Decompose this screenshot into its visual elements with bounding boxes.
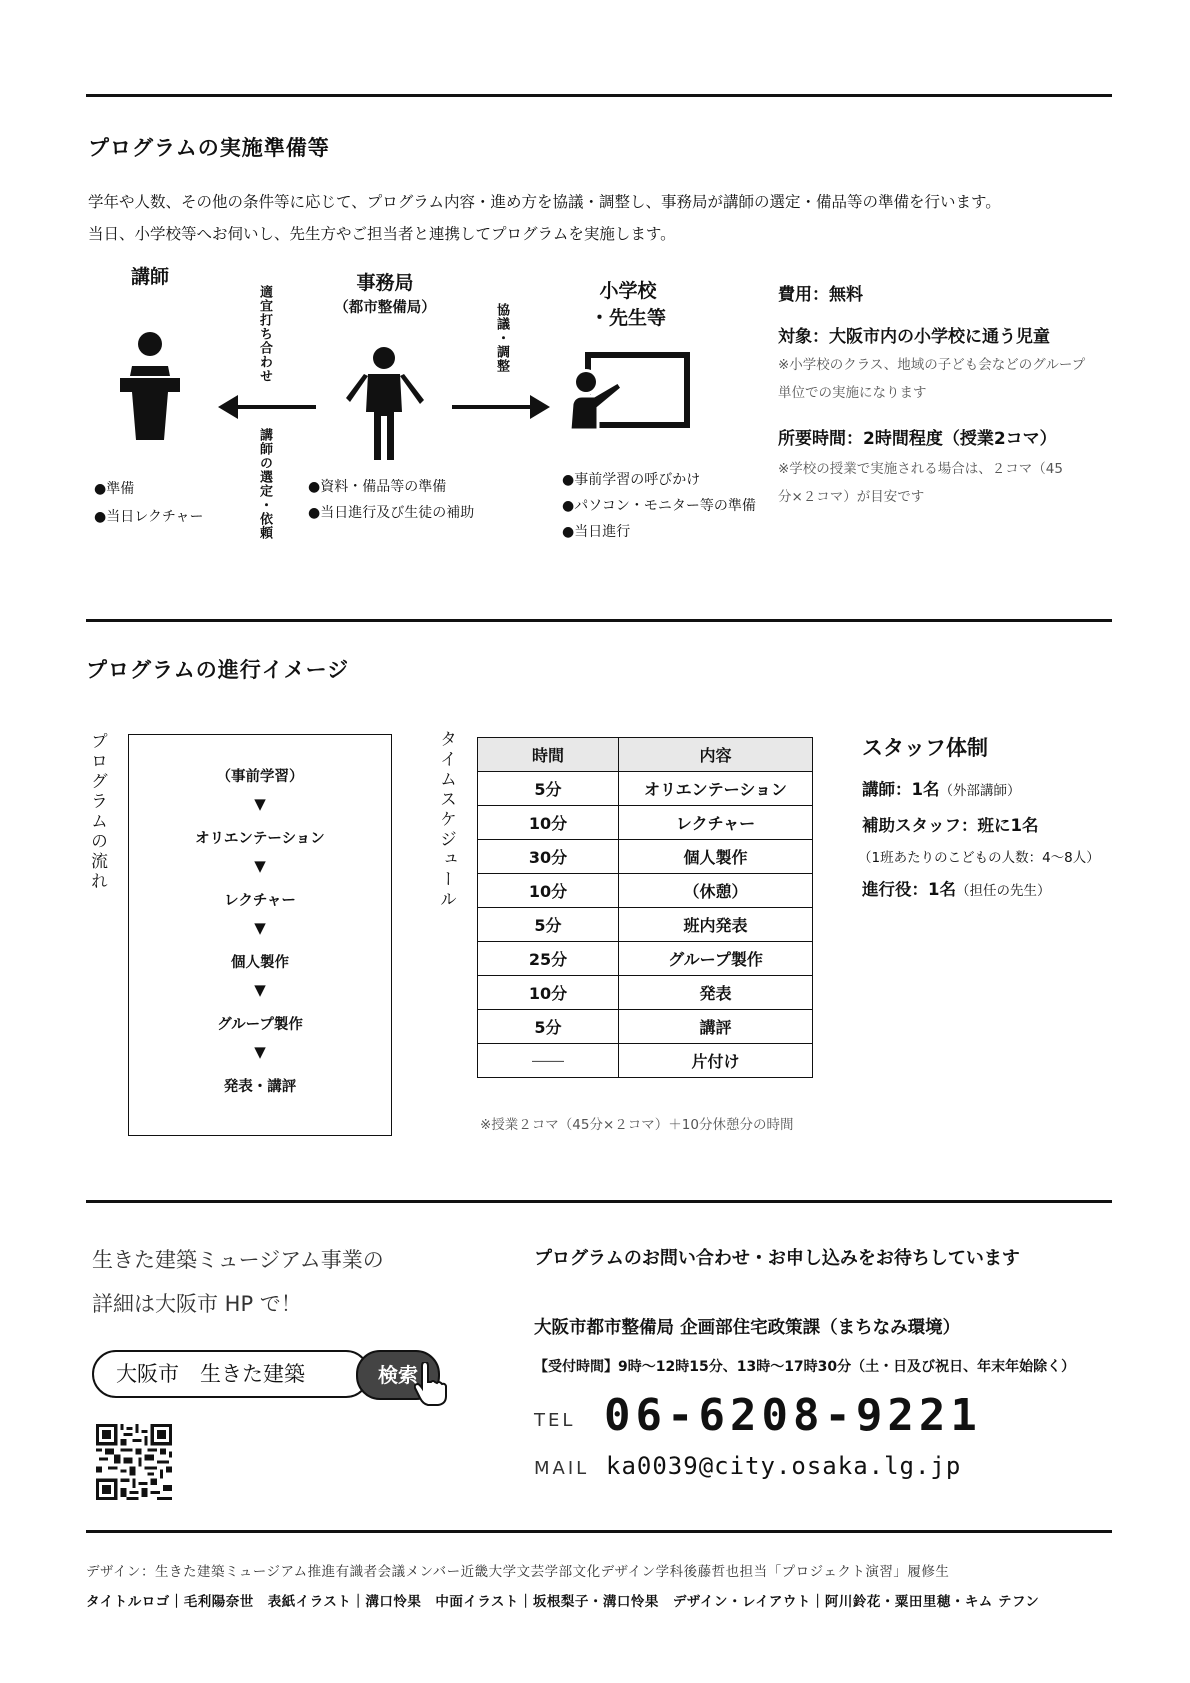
mail-address[interactable]: ka0039@city.osaka.lg.jp <box>606 1452 962 1480</box>
search-button[interactable]: 検索 <box>356 1350 440 1400</box>
qr-code-icon <box>96 1424 172 1500</box>
table-row <box>478 772 813 806</box>
schedule-time: 10分 <box>478 874 619 908</box>
lecturer-title: 講師 <box>130 266 169 288</box>
schedule-header-time: 時間 <box>478 738 619 772</box>
top-rule <box>86 94 1112 97</box>
hp-line-2: 詳細は大阪市 HP で！ <box>92 1292 302 1316</box>
mail-label: MAIL <box>534 1458 590 1479</box>
staff-facilitator-text: 進行役：1名 <box>862 880 956 899</box>
school-bullet-3: ●当日進行 <box>562 524 631 540</box>
staff-lecturer-text: 講師：1名 <box>862 780 940 799</box>
schedule-time: 25分 <box>478 942 619 976</box>
contact-department: 大阪市都市整備局 企画部住宅政策課（まちなみ環境） <box>534 1318 961 1338</box>
arrow-right-label: 協議・調整 <box>494 303 509 373</box>
section1-title: プログラムの実施準備等 <box>88 136 330 160</box>
staff-title: スタッフ体制 <box>862 736 988 760</box>
schedule-table <box>477 737 813 1078</box>
flow-item-pre-study: （事前学習） <box>216 769 304 785</box>
flow-item-group-work: グループ製作 <box>217 1017 303 1033</box>
schedule-content: 片付け <box>619 1044 813 1078</box>
tel-number[interactable]: 06-6208-9221 <box>604 1390 982 1441</box>
info-duration-note-2: 分×２コマ）が目安です <box>778 489 925 505</box>
staff-assistant-note: （1班あたりのこどもの人数：4～8人） <box>858 850 1100 866</box>
flow-arrow-icon: ▼ <box>254 981 266 999</box>
section3-rule <box>86 1200 1112 1203</box>
pointer-hand-icon <box>414 1362 448 1406</box>
info-duration: 所要時間：2時間程度（授業2コマ） <box>778 429 1057 449</box>
table-row <box>478 1010 813 1044</box>
office-bullet-2: ●当日進行及び生徒の補助 <box>308 505 475 521</box>
staff-assistant: 補助スタッフ：班に1名 <box>862 816 1039 835</box>
credits-line-1: デザイン：生きた建築ミュージアム推進有識者会議メンバー近畿大学文芸学部文化デザイン学科後藤哲也担当「プロジェクト演習」履修生 <box>86 1564 950 1580</box>
search-input[interactable]: 大阪市 生きた建築 <box>92 1350 370 1398</box>
flow-label: プログラムの流れ <box>87 732 107 892</box>
schedule-time: 30分 <box>478 840 619 874</box>
schedule-content: 発表 <box>619 976 813 1010</box>
school-teacher-board-icon <box>568 352 692 432</box>
office-subtitle: （都市整備局） <box>334 300 436 316</box>
flow-item-orientation: オリエンテーション <box>195 831 325 847</box>
section1-intro-1: 学年や人数、その他の条件等に応じて、プログラム内容・進め方を協議・調整し、事務局が講師の選定・備品等の準備を行います。 <box>88 193 1001 211</box>
table-row <box>478 874 813 908</box>
table-row <box>478 942 813 976</box>
info-target-note-1: ※小学校のクラス、地域の子ども会などのグループ <box>778 357 1086 373</box>
schedule-content: レクチャー <box>619 806 813 840</box>
info-duration-note-1: ※学校の授業で実施される場合は、２コマ（45 <box>778 461 1063 477</box>
arrow-left-top-label: 適宜打ち合わせ <box>257 285 272 383</box>
arrow-left-bottom-label: 講師の選定・依頼 <box>257 428 272 540</box>
info-cost: 費用：無料 <box>778 285 863 305</box>
credits-rule <box>86 1530 1112 1533</box>
flow-item-lecture: レクチャー <box>224 893 296 909</box>
flow-arrow-icon: ▼ <box>254 1043 266 1061</box>
office-title: 事務局 <box>356 272 414 294</box>
schedule-content: 班内発表 <box>619 908 813 942</box>
staff-facilitator-note: （担任の先生） <box>955 883 1051 899</box>
section1-intro-2: 当日、小学校等へお伺いし、先生方やご担当者と連携してプログラムを実施します。 <box>88 225 676 243</box>
office-person-icon <box>342 346 426 462</box>
school-bullet-1: ●事前学習の呼びかけ <box>562 472 701 488</box>
table-row <box>478 976 813 1010</box>
table-row <box>478 908 813 942</box>
contact-hours: 【受付時間】9時～12時15分、13時～17時30分（土・日及び祝日、年末年始除く） <box>534 1359 1076 1375</box>
info-target: 対象：大阪市内の小学校に通う児童 <box>778 327 1050 347</box>
schedule-time: ―― <box>478 1044 619 1078</box>
flow-box <box>128 734 392 1136</box>
tel-label: TEL <box>534 1410 576 1431</box>
arrow-right-icon <box>450 392 550 422</box>
flow-arrow-icon: ▼ <box>254 795 266 813</box>
schedule-content: 個人製作 <box>619 840 813 874</box>
schedule-time: 5分 <box>478 1010 619 1044</box>
schedule-header-row <box>478 738 813 772</box>
school-title-line2: ・先生等 <box>589 307 666 329</box>
flow-arrow-icon: ▼ <box>254 919 266 937</box>
schedule-header-content: 内容 <box>619 738 813 772</box>
lecturer-podium-icon <box>118 330 182 448</box>
hp-line-1: 生きた建築ミュージアム事業の <box>92 1248 384 1272</box>
table-row <box>478 1044 813 1078</box>
contact-heading: プログラムのお問い合わせ・お申し込みをお待ちしています <box>534 1248 1020 1269</box>
info-target-note-2: 単位での実施になります <box>778 385 927 401</box>
credits-line-2: タイトルロゴ｜毛利陽奈世 表紙イラスト｜溝口怜果 中面イラスト｜坂根梨子・溝口怜果 デザイン・レイアウト｜阿川鈴花・粟田里穂・キム テフン <box>86 1594 1040 1610</box>
section2-rule <box>86 619 1112 622</box>
lecturer-bullet-2: ●当日レクチャー <box>94 509 204 525</box>
flow-item-individual-work: 個人製作 <box>231 955 289 971</box>
staff-lecturer-note: （外部講師） <box>939 783 1021 799</box>
office-bullet-1: ●資料・備品等の準備 <box>308 479 447 495</box>
school-bullet-2: ●パソコン・モニター等の準備 <box>562 498 756 514</box>
lecturer-bullet-1: ●準備 <box>94 481 135 497</box>
flow-item-presentation: 発表・講評 <box>223 1079 297 1095</box>
school-title-line1: 小学校 <box>599 280 657 302</box>
staff-facilitator <box>862 876 1050 900</box>
table-row <box>478 806 813 840</box>
schedule-label: タイムスケジュール <box>436 730 456 910</box>
schedule-content: 講評 <box>619 1010 813 1044</box>
flow-arrow-icon: ▼ <box>254 857 266 875</box>
schedule-content: オリエンテーション <box>619 772 813 806</box>
schedule-time: 5分 <box>478 772 619 806</box>
schedule-time: 10分 <box>478 976 619 1010</box>
schedule-content: （休憩） <box>619 874 813 908</box>
schedule-note: ※授業２コマ（45分×２コマ）＋10分休憩分の時間 <box>480 1117 794 1133</box>
schedule-time: 10分 <box>478 806 619 840</box>
section2-title: プログラムの進行イメージ <box>86 658 350 682</box>
arrow-left-icon <box>218 392 318 422</box>
schedule-time: 5分 <box>478 908 619 942</box>
staff-lecturer <box>862 776 1020 800</box>
schedule-content: グループ製作 <box>619 942 813 976</box>
table-row <box>478 840 813 874</box>
